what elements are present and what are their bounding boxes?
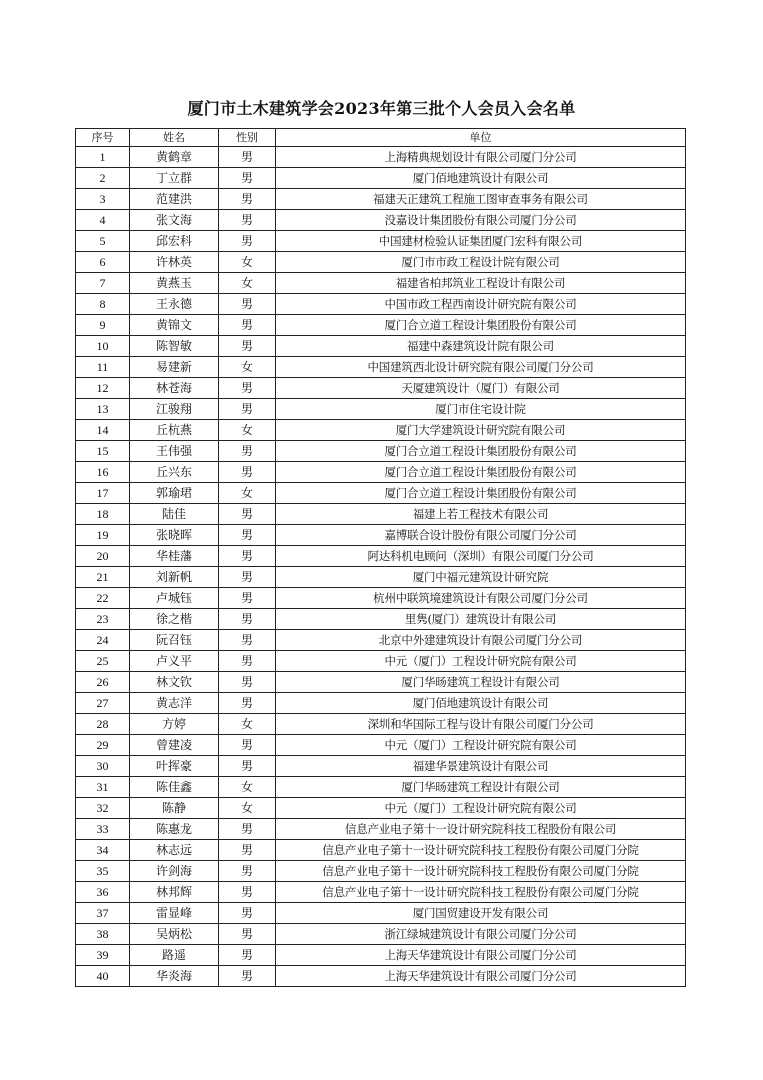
cell-index: 18 bbox=[76, 504, 130, 525]
cell-gender: 女 bbox=[219, 252, 276, 273]
cell-unit: 厦门佰地建筑设计有限公司 bbox=[276, 693, 686, 714]
table-row bbox=[76, 483, 686, 504]
cell-name: 陈智敏 bbox=[130, 336, 219, 357]
cell-name: 卢义平 bbox=[130, 651, 219, 672]
cell-gender: 女 bbox=[219, 798, 276, 819]
cell-name: 黄锦文 bbox=[130, 315, 219, 336]
cell-name: 许林英 bbox=[130, 252, 219, 273]
cell-index: 5 bbox=[76, 231, 130, 252]
member-table bbox=[75, 128, 686, 987]
table-header-row bbox=[76, 129, 686, 147]
table-row bbox=[76, 273, 686, 294]
table-row bbox=[76, 777, 686, 798]
table-row bbox=[76, 441, 686, 462]
cell-name: 丘杭燕 bbox=[130, 420, 219, 441]
cell-gender: 男 bbox=[219, 945, 276, 966]
cell-gender: 男 bbox=[219, 819, 276, 840]
cell-name: 黄燕玉 bbox=[130, 273, 219, 294]
cell-name: 陈惠龙 bbox=[130, 819, 219, 840]
cell-name: 林苍海 bbox=[130, 378, 219, 399]
cell-name: 林邦辉 bbox=[130, 882, 219, 903]
cell-index: 29 bbox=[76, 735, 130, 756]
cell-name: 易建新 bbox=[130, 357, 219, 378]
cell-gender: 男 bbox=[219, 903, 276, 924]
cell-unit: 上海天华建筑设计有限公司厦门分公司 bbox=[276, 945, 686, 966]
cell-unit: 上海天华建筑设计有限公司厦门分公司 bbox=[276, 966, 686, 987]
column-header-name: 姓名 bbox=[130, 129, 219, 147]
cell-gender: 男 bbox=[219, 189, 276, 210]
cell-index: 20 bbox=[76, 546, 130, 567]
cell-unit: 厦门大学建筑设计研究院有限公司 bbox=[276, 420, 686, 441]
table-row bbox=[76, 525, 686, 546]
column-header-index: 序号 bbox=[76, 129, 130, 147]
page-title: 厦门市土木建筑学会2023年第三批个人会员入会名单 bbox=[187, 99, 576, 118]
cell-gender: 男 bbox=[219, 168, 276, 189]
table-row bbox=[76, 609, 686, 630]
cell-name: 雷显峰 bbox=[130, 903, 219, 924]
cell-unit: 天厦建筑设计（厦门）有限公司 bbox=[276, 378, 686, 399]
cell-unit: 福建华景建筑设计有限公司 bbox=[276, 756, 686, 777]
cell-name: 王永德 bbox=[130, 294, 219, 315]
cell-index: 23 bbox=[76, 609, 130, 630]
table-body bbox=[76, 147, 686, 987]
cell-index: 27 bbox=[76, 693, 130, 714]
cell-index: 25 bbox=[76, 651, 130, 672]
table-row bbox=[76, 315, 686, 336]
cell-gender: 女 bbox=[219, 273, 276, 294]
cell-gender: 女 bbox=[219, 714, 276, 735]
cell-gender: 男 bbox=[219, 525, 276, 546]
cell-unit: 福建中森建筑设计院有限公司 bbox=[276, 336, 686, 357]
cell-gender: 男 bbox=[219, 546, 276, 567]
column-header-gender: 性别 bbox=[219, 129, 276, 147]
cell-unit: 厦门中福元建筑设计研究院 bbox=[276, 567, 686, 588]
table-row bbox=[76, 840, 686, 861]
cell-gender: 女 bbox=[219, 777, 276, 798]
cell-unit: 没嘉设计集团股份有限公司厦门分公司 bbox=[276, 210, 686, 231]
cell-gender: 男 bbox=[219, 882, 276, 903]
table-row bbox=[76, 630, 686, 651]
cell-gender: 男 bbox=[219, 966, 276, 987]
cell-gender: 男 bbox=[219, 672, 276, 693]
cell-index: 21 bbox=[76, 567, 130, 588]
cell-gender: 男 bbox=[219, 336, 276, 357]
cell-unit: 上海精典规划设计有限公司厦门分公司 bbox=[276, 147, 686, 168]
cell-name: 江骏翔 bbox=[130, 399, 219, 420]
cell-gender: 男 bbox=[219, 315, 276, 336]
cell-gender: 男 bbox=[219, 231, 276, 252]
cell-gender: 男 bbox=[219, 609, 276, 630]
cell-index: 28 bbox=[76, 714, 130, 735]
table-row bbox=[76, 588, 686, 609]
cell-unit: 厦门国贸建设开发有限公司 bbox=[276, 903, 686, 924]
cell-unit: 中国建筑西北设计研究院有限公司厦门分公司 bbox=[276, 357, 686, 378]
cell-gender: 男 bbox=[219, 840, 276, 861]
cell-index: 1 bbox=[76, 147, 130, 168]
cell-index: 17 bbox=[76, 483, 130, 504]
cell-index: 13 bbox=[76, 399, 130, 420]
table-row bbox=[76, 651, 686, 672]
cell-index: 12 bbox=[76, 378, 130, 399]
cell-gender: 男 bbox=[219, 693, 276, 714]
cell-unit: 里隽(厦门）建筑设计有限公司 bbox=[276, 609, 686, 630]
cell-gender: 男 bbox=[219, 630, 276, 651]
cell-unit: 厦门合立道工程设计集团股份有限公司 bbox=[276, 462, 686, 483]
cell-unit: 厦门合立道工程设计集团股份有限公司 bbox=[276, 315, 686, 336]
cell-index: 37 bbox=[76, 903, 130, 924]
cell-unit: 信息产业电子第十一设计研究院科技工程股份有限公司厦门分院 bbox=[276, 840, 686, 861]
cell-name: 王伟强 bbox=[130, 441, 219, 462]
cell-gender: 男 bbox=[219, 147, 276, 168]
cell-unit: 厦门市市政工程设计院有限公司 bbox=[276, 252, 686, 273]
cell-unit: 厦门华旸建筑工程设计有限公司 bbox=[276, 777, 686, 798]
cell-index: 9 bbox=[76, 315, 130, 336]
cell-index: 11 bbox=[76, 357, 130, 378]
cell-unit: 信息产业电子第十一设计研究院科技工程股份有限公司 bbox=[276, 819, 686, 840]
cell-name: 范建洪 bbox=[130, 189, 219, 210]
cell-gender: 男 bbox=[219, 399, 276, 420]
cell-name: 张文海 bbox=[130, 210, 219, 231]
table-row bbox=[76, 252, 686, 273]
cell-name: 吴炳松 bbox=[130, 924, 219, 945]
cell-index: 40 bbox=[76, 966, 130, 987]
table-row bbox=[76, 546, 686, 567]
cell-index: 36 bbox=[76, 882, 130, 903]
cell-name: 方婷 bbox=[130, 714, 219, 735]
cell-name: 陆佳 bbox=[130, 504, 219, 525]
table-row bbox=[76, 462, 686, 483]
cell-index: 15 bbox=[76, 441, 130, 462]
cell-index: 14 bbox=[76, 420, 130, 441]
cell-unit: 福建省柏邦筑业工程设计有限公司 bbox=[276, 273, 686, 294]
cell-unit: 北京中外建建筑设计有限公司厦门分公司 bbox=[276, 630, 686, 651]
cell-unit: 中国市政工程西南设计研究院有限公司 bbox=[276, 294, 686, 315]
table-row bbox=[76, 693, 686, 714]
cell-unit: 福建天正建筑工程施工图审查事务有限公司 bbox=[276, 189, 686, 210]
cell-index: 22 bbox=[76, 588, 130, 609]
cell-index: 30 bbox=[76, 756, 130, 777]
cell-name: 华桂藩 bbox=[130, 546, 219, 567]
table-row bbox=[76, 861, 686, 882]
cell-index: 35 bbox=[76, 861, 130, 882]
cell-name: 丁立群 bbox=[130, 168, 219, 189]
cell-unit: 深圳和华国际工程与设计有限公司厦门分公司 bbox=[276, 714, 686, 735]
cell-gender: 女 bbox=[219, 420, 276, 441]
table-row bbox=[76, 756, 686, 777]
cell-index: 8 bbox=[76, 294, 130, 315]
cell-gender: 男 bbox=[219, 735, 276, 756]
table-row bbox=[76, 399, 686, 420]
table-row bbox=[76, 168, 686, 189]
cell-index: 16 bbox=[76, 462, 130, 483]
cell-name: 张晓晖 bbox=[130, 525, 219, 546]
table-row bbox=[76, 924, 686, 945]
cell-unit: 厦门合立道工程设计集团股份有限公司 bbox=[276, 441, 686, 462]
table-row bbox=[76, 147, 686, 168]
cell-index: 3 bbox=[76, 189, 130, 210]
table-row bbox=[76, 378, 686, 399]
cell-unit: 中国建材检验认证集团厦门宏科有限公司 bbox=[276, 231, 686, 252]
table-row bbox=[76, 672, 686, 693]
cell-index: 32 bbox=[76, 798, 130, 819]
cell-index: 19 bbox=[76, 525, 130, 546]
table-row bbox=[76, 966, 686, 987]
cell-name: 邱宏科 bbox=[130, 231, 219, 252]
cell-index: 4 bbox=[76, 210, 130, 231]
cell-index: 39 bbox=[76, 945, 130, 966]
table-row bbox=[76, 798, 686, 819]
cell-index: 24 bbox=[76, 630, 130, 651]
cell-gender: 男 bbox=[219, 756, 276, 777]
cell-unit: 厦门华旸建筑工程设计有限公司 bbox=[276, 672, 686, 693]
cell-gender: 男 bbox=[219, 210, 276, 231]
cell-gender: 男 bbox=[219, 861, 276, 882]
cell-name: 刘新帆 bbox=[130, 567, 219, 588]
table-row bbox=[76, 420, 686, 441]
cell-index: 38 bbox=[76, 924, 130, 945]
cell-index: 33 bbox=[76, 819, 130, 840]
cell-unit: 信息产业电子第十一设计研究院科技工程股份有限公司厦门分院 bbox=[276, 882, 686, 903]
cell-name: 阮召钰 bbox=[130, 630, 219, 651]
cell-gender: 男 bbox=[219, 441, 276, 462]
cell-gender: 女 bbox=[219, 357, 276, 378]
cell-unit: 厦门合立道工程设计集团股份有限公司 bbox=[276, 483, 686, 504]
table-row bbox=[76, 189, 686, 210]
table-row bbox=[76, 504, 686, 525]
cell-name: 华炎海 bbox=[130, 966, 219, 987]
cell-name: 徐之楷 bbox=[130, 609, 219, 630]
cell-unit: 厦门佰地建筑设计有限公司 bbox=[276, 168, 686, 189]
cell-index: 7 bbox=[76, 273, 130, 294]
cell-name: 许剑海 bbox=[130, 861, 219, 882]
cell-gender: 男 bbox=[219, 294, 276, 315]
cell-gender: 男 bbox=[219, 588, 276, 609]
cell-index: 2 bbox=[76, 168, 130, 189]
table-row bbox=[76, 735, 686, 756]
cell-name: 林志远 bbox=[130, 840, 219, 861]
table-row bbox=[76, 357, 686, 378]
cell-name: 路遥 bbox=[130, 945, 219, 966]
cell-name: 叶挥豪 bbox=[130, 756, 219, 777]
cell-name: 曾建凌 bbox=[130, 735, 219, 756]
table-row bbox=[76, 567, 686, 588]
cell-gender: 男 bbox=[219, 567, 276, 588]
cell-name: 黄志洋 bbox=[130, 693, 219, 714]
cell-name: 卢城钰 bbox=[130, 588, 219, 609]
table-row bbox=[76, 882, 686, 903]
cell-unit: 杭州中联筑境建筑设计有限公司厦门分公司 bbox=[276, 588, 686, 609]
cell-index: 6 bbox=[76, 252, 130, 273]
cell-unit: 厦门市住宅设计院 bbox=[276, 399, 686, 420]
cell-gender: 男 bbox=[219, 378, 276, 399]
cell-gender: 男 bbox=[219, 651, 276, 672]
cell-unit: 阿达科机电顾问（深圳）有限公司厦门分公司 bbox=[276, 546, 686, 567]
cell-name: 丘兴东 bbox=[130, 462, 219, 483]
cell-index: 10 bbox=[76, 336, 130, 357]
cell-gender: 男 bbox=[219, 504, 276, 525]
column-header-unit: 单位 bbox=[276, 129, 686, 147]
cell-name: 黄鹤章 bbox=[130, 147, 219, 168]
table-row bbox=[76, 294, 686, 315]
table-row bbox=[76, 714, 686, 735]
cell-gender: 女 bbox=[219, 483, 276, 504]
cell-gender: 男 bbox=[219, 462, 276, 483]
cell-unit: 信息产业电子第十一设计研究院科技工程股份有限公司厦门分院 bbox=[276, 861, 686, 882]
cell-name: 陈佳鑫 bbox=[130, 777, 219, 798]
cell-unit: 中元（厦门）工程设计研究院有限公司 bbox=[276, 651, 686, 672]
cell-name: 郭瑜珺 bbox=[130, 483, 219, 504]
cell-index: 34 bbox=[76, 840, 130, 861]
cell-name: 林文钦 bbox=[130, 672, 219, 693]
table-row bbox=[76, 903, 686, 924]
table-row bbox=[76, 210, 686, 231]
cell-unit: 中元（厦门）工程设计研究院有限公司 bbox=[276, 735, 686, 756]
cell-index: 31 bbox=[76, 777, 130, 798]
cell-name: 陈静 bbox=[130, 798, 219, 819]
cell-unit: 福建上若工程技术有限公司 bbox=[276, 504, 686, 525]
cell-unit: 中元（厦门）工程设计研究院有限公司 bbox=[276, 798, 686, 819]
cell-unit: 嘉博联合设计股份有限公司厦门分公司 bbox=[276, 525, 686, 546]
cell-unit: 浙江绿城建筑设计有限公司厦门分公司 bbox=[276, 924, 686, 945]
table-row bbox=[76, 336, 686, 357]
cell-index: 26 bbox=[76, 672, 130, 693]
cell-gender: 男 bbox=[219, 924, 276, 945]
table-row bbox=[76, 231, 686, 252]
table-row bbox=[76, 945, 686, 966]
table-row bbox=[76, 819, 686, 840]
